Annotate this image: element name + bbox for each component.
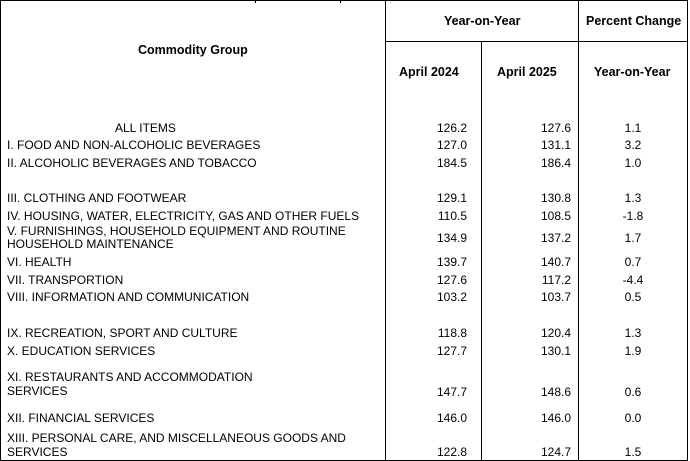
header-year-on-year: Year-on-Year xyxy=(444,14,521,28)
cell-april-2025: 131.1 xyxy=(540,138,571,152)
column-divider-april-2025 xyxy=(481,41,482,461)
cell-april-2024: 127.6 xyxy=(436,273,467,287)
cell-percent-change: 1.5 xyxy=(624,445,642,459)
cell-april-2025: 108.5 xyxy=(540,209,571,223)
column-divider-percent xyxy=(578,0,579,461)
cell-percent-change: 0.7 xyxy=(624,255,642,269)
row-label: IV. HOUSING, WATER, ELECTRICITY, GAS AND OTHER FUELS xyxy=(7,209,360,223)
cell-april-2024: 139.7 xyxy=(436,255,467,269)
row-label-continued: SERVICES xyxy=(7,445,68,459)
cell-percent-change: 1.9 xyxy=(624,344,642,358)
cell-april-2025: 127.6 xyxy=(540,121,571,135)
cell-april-2025: 103.7 xyxy=(540,290,571,304)
cell-percent-change: 0.0 xyxy=(624,411,642,425)
cell-april-2024: 103.2 xyxy=(436,290,467,304)
cell-april-2024: 118.8 xyxy=(437,326,467,340)
row-label: II. ALCOHOLIC BEVERAGES AND TOBACCO xyxy=(7,156,257,170)
cell-percent-change: 0.5 xyxy=(624,290,642,304)
table-border-left xyxy=(0,0,1,461)
row-label: ALL ITEMS xyxy=(115,121,176,135)
row-label: VI. HEALTH xyxy=(7,255,72,269)
cell-april-2025: 120.4 xyxy=(540,326,571,340)
cell-percent-change: 1.3 xyxy=(624,191,642,205)
cell-april-2025: 137.2 xyxy=(540,231,571,245)
row-label: VIII. INFORMATION AND COMMUNICATION xyxy=(7,290,250,304)
cell-percent-change: -4.4 xyxy=(622,273,644,287)
row-label: VII. TRANSPORTION xyxy=(7,273,124,287)
cell-percent-change: 1.7 xyxy=(624,231,642,245)
header-april-2025: April 2025 xyxy=(497,65,557,79)
table-border-top xyxy=(0,0,688,1)
cell-percent-change: 1.1 xyxy=(624,121,642,135)
cell-april-2024: 126.2 xyxy=(436,121,467,135)
cell-april-2025: 146.0 xyxy=(540,411,571,425)
cell-april-2024: 127.0 xyxy=(436,138,467,152)
cell-percent-change: 3.2 xyxy=(624,138,642,152)
cell-april-2025: 186.4 xyxy=(540,156,571,170)
header-april-2024: April 2024 xyxy=(399,65,459,79)
cell-april-2024: 134.9 xyxy=(436,231,467,245)
cell-april-2024: 127.7 xyxy=(436,344,467,358)
row-label-continued: SERVICES xyxy=(7,384,68,398)
row-label: X. EDUCATION SERVICES xyxy=(7,344,156,358)
table-border-right xyxy=(687,0,688,461)
cell-april-2024: 110.5 xyxy=(437,209,467,223)
cell-percent-change: 1.3 xyxy=(624,326,642,340)
row-label: XI. RESTAURANTS AND ACCOMMODATION xyxy=(7,370,253,384)
row-label: IX. RECREATION, SPORT AND CULTURE xyxy=(7,326,238,340)
cell-april-2024: 146.0 xyxy=(436,411,467,425)
row-label: I. FOOD AND NON-ALCOHOLIC BEVERAGES xyxy=(7,138,261,152)
cell-percent-change: 0.6 xyxy=(624,385,642,399)
cell-april-2025: 130.8 xyxy=(540,191,571,205)
cell-april-2024: 147.7 xyxy=(436,385,467,399)
header-commodity-group: Commodity Group xyxy=(138,43,248,57)
cell-percent-change: -1.8 xyxy=(622,209,644,223)
header-divider-year-on-year xyxy=(385,41,687,42)
cell-april-2025: 148.6 xyxy=(540,385,571,399)
header-yoy: Year-on-Year xyxy=(594,65,671,79)
row-label-continued: HOUSEHOLD MAINTENANCE xyxy=(7,237,174,251)
header-percent-change: Percent Change xyxy=(586,14,682,28)
row-label: V. FURNISHINGS, HOUSEHOLD EQUIPMENT AND ROUTINE xyxy=(7,224,346,238)
cell-percent-change: 1.0 xyxy=(624,156,642,170)
cell-april-2024: 184.5 xyxy=(436,156,467,170)
column-divider-commodity xyxy=(385,0,386,461)
cell-april-2025: 140.7 xyxy=(540,255,571,269)
row-label: XIII. PERSONAL CARE, AND MISCELLANEOUS GOODS AND xyxy=(7,431,346,445)
cell-april-2025: 117.2 xyxy=(541,273,571,287)
cell-april-2025: 124.7 xyxy=(540,445,571,459)
cell-april-2025: 130.1 xyxy=(540,344,571,358)
cell-april-2024: 129.1 xyxy=(436,191,467,205)
row-label: III. CLOTHING AND FOOTWEAR xyxy=(7,191,187,205)
row-label: XII. FINANCIAL SERVICES xyxy=(7,411,155,425)
cell-april-2024: 122.8 xyxy=(436,445,467,459)
